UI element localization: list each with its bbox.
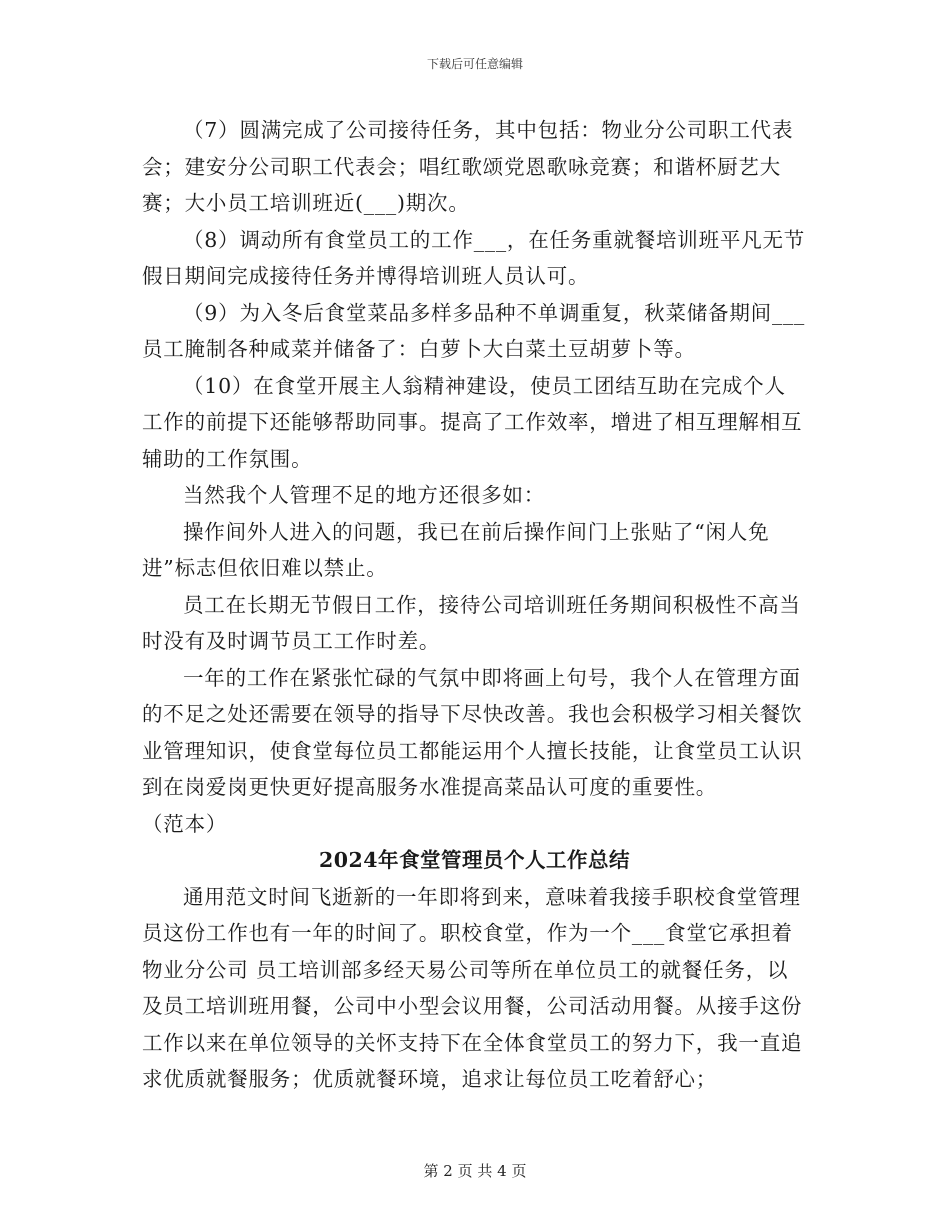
- paragraph-conclusion: 一年的工作在紧张忙碌的气氛中即将画上句号，我个人在管理方面的不足之处还需要在领导的指导下尽快改善。我也会积极学习相关餐饮业管理知识，使食堂每位员工都能运用个人擅长技能，让食堂员工认识到在岗爱岗更快更好提高服务水准提高菜品认可度的重要性。: [142, 665, 803, 799]
- paragraph-item-8: （8）调动所有食堂员工的工作___，在任务重就餐培训班平凡无节假日期间完成接待任务并博得培训班人员认可。: [142, 227, 806, 288]
- section-title: 2024年食堂管理员个人工作总结: [318, 848, 631, 872]
- document-body: [142, 112, 807, 1098]
- paragraph-shortcomings-intro: 当然我个人管理不足的地方还很多如：: [183, 483, 546, 507]
- paragraph-item-10: （10）在食堂开展主人翁精神建设，使员工团结互助在完成个人工作的前提下还能够帮助同事。提高了工作效率，增进了相互理解相互辅助的工作氛围。: [142, 373, 803, 471]
- section-paragraph: 通用范文时间飞逝新的一年即将到来，意味着我接手职校食堂管理员这份工作也有一年的时间了。职校食堂，作为一个___食堂它承担着物业分公司 员工培训部多经天易公司等所在单位员工的就餐任务，以及员工培训班用餐，公司中小型会议用餐，公司活动用餐。从接手这份工作以来在单位领导的关怀支持下在全体食堂员工的努力下，我一直追求优质就餐服务；优质就餐环境，追求让每位员工吃着舒心；: [142, 884, 803, 1091]
- paragraph-item-7: （7）圆满完成了公司接待任务，其中包括：物业分公司职工代表会；建安分公司职工代表会；唱红歌颂党恩歌咏竞赛；和谐杯厨艺大赛；大小员工培训班近(___)期次。: [142, 118, 794, 215]
- page-footer: 第 2 页 共 4 页: [423, 1162, 527, 1180]
- paragraph-item-9: （9）为入冬后食堂菜品多样多品种不单调重复，秋菜储备期间___员工腌制各种咸菜并储备了：白萝卜大白菜土豆胡萝卜等。: [142, 300, 806, 361]
- page-header: 下载后可任意编辑: [426, 57, 523, 71]
- sample-tag: （范本）: [142, 811, 228, 836]
- paragraph-shortcoming-1: 操作间外人进入的问题，我已在前后操作间门上张贴了“闲人免进”标志但依旧难以禁止。: [142, 519, 770, 580]
- paragraph-shortcoming-2: 员工在长期无节假日工作，接待公司培训班任务期间积极性不高当时没有及时调节员工工作时差。: [142, 592, 801, 653]
